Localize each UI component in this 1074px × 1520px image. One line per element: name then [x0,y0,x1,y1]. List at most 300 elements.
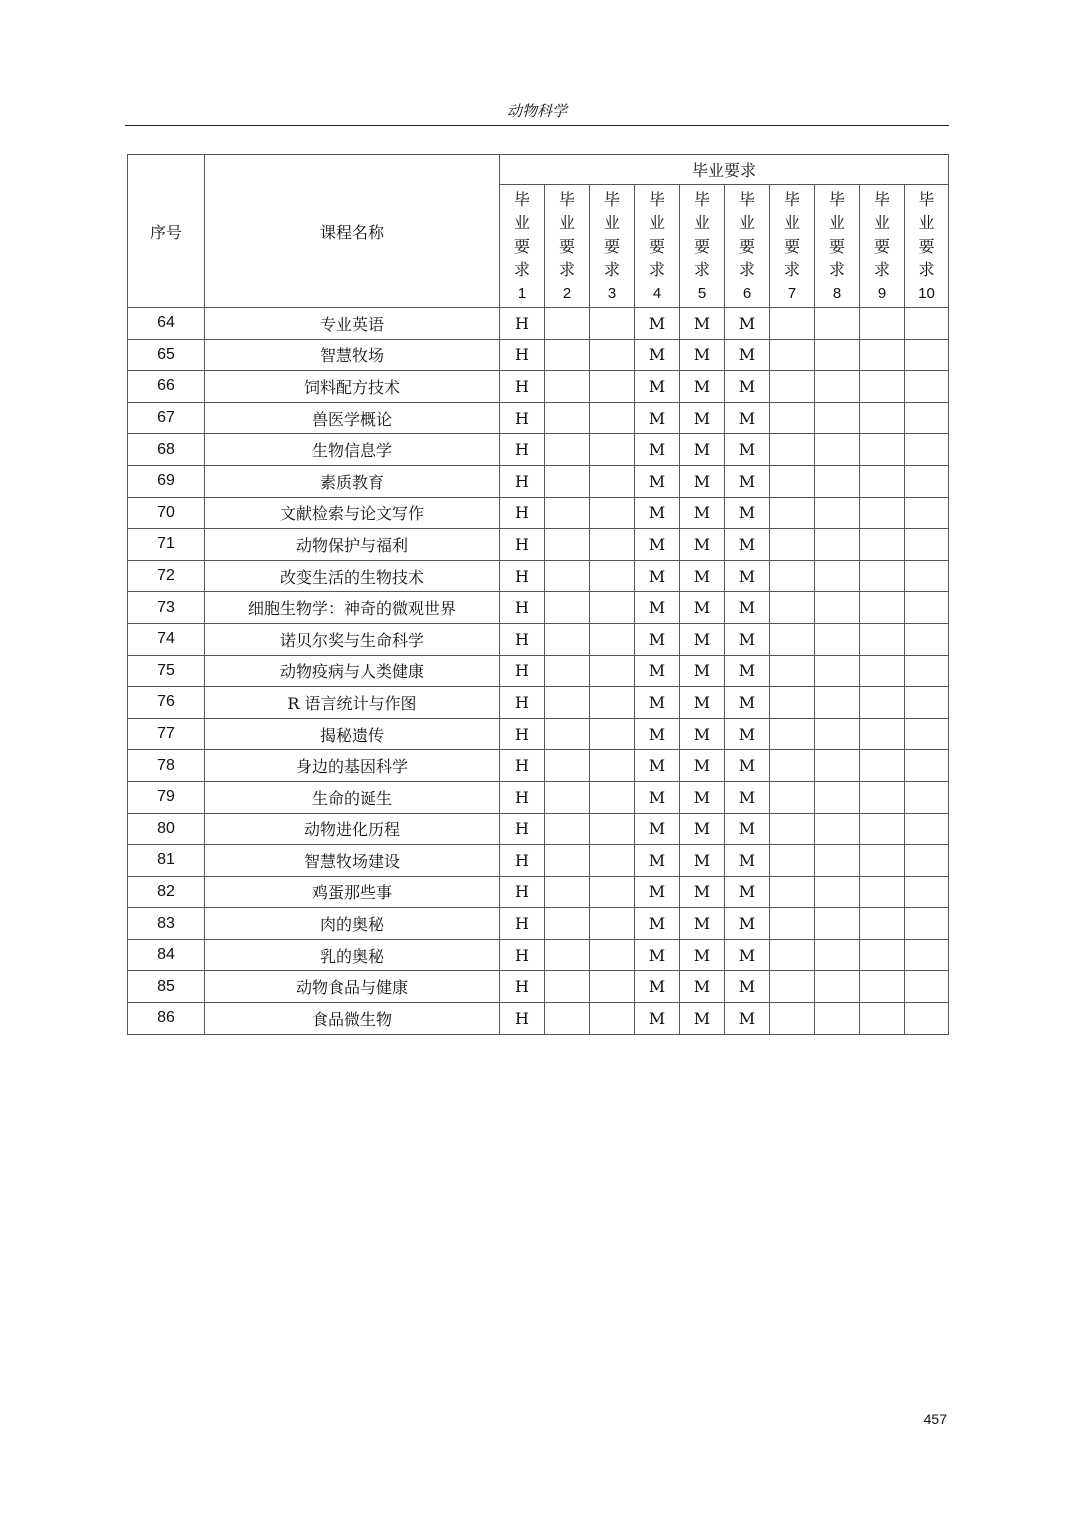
requirement-header-label: 毕业要求 [738,189,755,279]
requirement-mark-6: M [725,971,770,1003]
header-graduation-requirements: 毕业要求 [500,155,949,185]
course-name: 动物进化历程 [205,813,500,845]
requirement-mark-6: M [725,908,770,940]
row-number: 82 [128,876,205,908]
requirement-mark-4: M [635,655,680,687]
requirement-mark-7 [770,687,815,719]
requirement-header-label: 毕业要求 [828,189,845,279]
table-row [128,687,949,719]
row-number: 65 [128,339,205,371]
course-name: 身边的基因科学 [205,750,500,782]
requirement-mark-6: M [725,465,770,497]
requirement-mark-8 [815,655,860,687]
requirement-mark-9 [860,845,905,877]
requirement-header-8 [815,185,860,308]
requirement-mark-6: M [725,339,770,371]
requirement-mark-4: M [635,939,680,971]
row-number: 77 [128,718,205,750]
requirement-mark-7 [770,560,815,592]
requirement-mark-1: H [500,718,545,750]
page-number: 457 [923,1411,947,1427]
requirement-header-label: 毕业要求 [603,189,620,279]
requirement-mark-4: M [635,908,680,940]
requirement-mark-8 [815,371,860,403]
requirement-mark-5: M [680,655,725,687]
requirement-mark-3 [590,813,635,845]
requirement-mark-1: H [500,845,545,877]
requirement-mark-7 [770,781,815,813]
table-row [128,339,949,371]
requirement-mark-8 [815,623,860,655]
requirement-mark-10 [905,497,949,529]
requirement-mark-10 [905,939,949,971]
requirement-mark-9 [860,560,905,592]
requirement-mark-6: M [725,687,770,719]
requirement-mark-1: H [500,497,545,529]
requirement-mark-2 [545,402,590,434]
requirement-mark-9 [860,529,905,561]
requirement-mark-9 [860,371,905,403]
requirement-mark-3 [590,434,635,466]
row-number: 70 [128,497,205,529]
requirement-mark-10 [905,971,949,1003]
requirement-mark-5: M [680,971,725,1003]
course-name: 动物保护与福利 [205,529,500,561]
requirement-mark-9 [860,434,905,466]
requirement-mark-9 [860,592,905,624]
requirement-mark-8 [815,876,860,908]
row-number: 75 [128,655,205,687]
requirement-mark-4: M [635,560,680,592]
requirement-mark-1: H [500,876,545,908]
requirement-mark-3 [590,623,635,655]
requirement-mark-3 [590,339,635,371]
requirement-mark-4: M [635,592,680,624]
requirement-mark-3 [590,529,635,561]
requirement-mark-2 [545,1003,590,1035]
requirement-mark-8 [815,813,860,845]
requirement-header-5 [680,185,725,308]
row-number: 68 [128,434,205,466]
requirement-mark-5: M [680,402,725,434]
course-name: R 语言统计与作图 [205,687,500,719]
requirement-mark-1: H [500,592,545,624]
requirement-mark-10 [905,339,949,371]
requirement-mark-7 [770,813,815,845]
requirement-mark-4: M [635,623,680,655]
requirement-mark-7 [770,529,815,561]
requirement-mark-9 [860,308,905,340]
requirement-mark-6: M [725,592,770,624]
requirement-mark-3 [590,402,635,434]
row-number: 79 [128,781,205,813]
requirement-mark-3 [590,750,635,782]
requirement-header-number: 6 [742,284,752,302]
requirement-mark-7 [770,308,815,340]
table-row [128,560,949,592]
requirement-mark-6: M [725,371,770,403]
course-name: 诺贝尔奖与生命科学 [205,623,500,655]
requirement-mark-2 [545,592,590,624]
requirement-mark-8 [815,687,860,719]
requirement-mark-5: M [680,623,725,655]
requirement-mark-5: M [680,908,725,940]
requirement-mark-2 [545,781,590,813]
requirement-header-label: 毕业要求 [873,189,890,279]
requirement-mark-7 [770,592,815,624]
requirement-mark-3 [590,971,635,1003]
requirement-mark-2 [545,971,590,1003]
requirement-mark-5: M [680,529,725,561]
requirement-mark-9 [860,908,905,940]
requirement-mark-5: M [680,497,725,529]
requirement-mark-8 [815,908,860,940]
requirement-mark-5: M [680,845,725,877]
course-name: 鸡蛋那些事 [205,876,500,908]
requirement-mark-4: M [635,339,680,371]
table-row [128,434,949,466]
requirement-mark-1: H [500,339,545,371]
table-row [128,781,949,813]
row-number: 64 [128,308,205,340]
course-name: 动物疫病与人类健康 [205,655,500,687]
requirement-mark-3 [590,1003,635,1035]
requirement-mark-4: M [635,718,680,750]
requirement-mark-3 [590,560,635,592]
requirement-mark-1: H [500,687,545,719]
row-number: 80 [128,813,205,845]
requirement-mark-10 [905,718,949,750]
requirement-mark-9 [860,1003,905,1035]
requirement-mark-2 [545,465,590,497]
course-name: 素质教育 [205,465,500,497]
requirement-mark-5: M [680,592,725,624]
requirement-mark-1: H [500,402,545,434]
requirement-mark-3 [590,465,635,497]
table-row [128,529,949,561]
requirement-mark-8 [815,497,860,529]
requirement-header-number: 5 [697,284,707,302]
requirement-mark-2 [545,845,590,877]
course-name: 肉的奥秘 [205,908,500,940]
requirement-mark-4: M [635,1003,680,1035]
requirement-mark-7 [770,750,815,782]
table-row [128,876,949,908]
course-name: 乳的奥秘 [205,939,500,971]
requirement-mark-7 [770,845,815,877]
requirement-mark-8 [815,529,860,561]
requirement-mark-10 [905,655,949,687]
requirement-mark-9 [860,339,905,371]
requirement-mark-5: M [680,813,725,845]
requirement-mark-7 [770,718,815,750]
requirement-mark-8 [815,845,860,877]
requirement-mark-9 [860,465,905,497]
requirement-header-number: 4 [652,284,662,302]
requirement-header-number: 7 [787,284,797,302]
requirement-mark-6: M [725,845,770,877]
course-name: 动物食品与健康 [205,971,500,1003]
requirement-mark-10 [905,308,949,340]
requirement-mark-8 [815,718,860,750]
page-header-title: 动物科学 [506,102,567,120]
requirement-header-4 [635,185,680,308]
requirement-mark-2 [545,687,590,719]
requirement-mark-6: M [725,402,770,434]
table-row [128,497,949,529]
requirement-mark-1: H [500,908,545,940]
requirement-header-number: 1 [517,284,527,302]
course-name: 兽医学概论 [205,402,500,434]
requirement-header-label: 毕业要求 [693,189,710,279]
requirement-mark-5: M [680,781,725,813]
requirement-header-label: 毕业要求 [783,189,800,279]
table-body [128,308,949,1035]
requirement-mark-4: M [635,465,680,497]
requirement-mark-5: M [680,434,725,466]
requirement-mark-2 [545,434,590,466]
requirement-mark-6: M [725,623,770,655]
requirement-mark-8 [815,592,860,624]
course-name: 揭秘遗传 [205,718,500,750]
requirement-mark-9 [860,813,905,845]
requirement-mark-4: M [635,845,680,877]
requirement-mark-1: H [500,750,545,782]
requirement-mark-2 [545,529,590,561]
requirement-mark-7 [770,623,815,655]
requirement-mark-4: M [635,308,680,340]
requirement-mark-4: M [635,687,680,719]
requirement-mark-10 [905,750,949,782]
requirement-mark-6: M [725,655,770,687]
requirement-mark-2 [545,718,590,750]
table-row [128,1003,949,1035]
requirement-mark-7 [770,939,815,971]
requirement-header-number: 8 [832,284,842,302]
table-row [128,908,949,940]
requirement-header-10 [905,185,949,308]
requirement-mark-4: M [635,781,680,813]
requirement-header-number: 9 [877,284,887,302]
header-seq: 序号 [128,155,205,308]
requirement-mark-3 [590,781,635,813]
requirement-mark-2 [545,371,590,403]
requirement-header-number: 3 [607,284,617,302]
requirement-mark-2 [545,908,590,940]
requirement-mark-4: M [635,371,680,403]
requirement-mark-2 [545,560,590,592]
row-number: 74 [128,623,205,655]
requirement-mark-1: H [500,308,545,340]
requirement-mark-5: M [680,687,725,719]
requirement-mark-10 [905,623,949,655]
requirement-mark-3 [590,655,635,687]
requirement-mark-9 [860,750,905,782]
requirement-mark-3 [590,908,635,940]
requirement-mark-10 [905,908,949,940]
requirement-mark-10 [905,465,949,497]
requirement-mark-10 [905,687,949,719]
requirement-mark-5: M [680,876,725,908]
table-row [128,465,949,497]
requirement-mark-10 [905,434,949,466]
requirement-mark-9 [860,781,905,813]
requirement-mark-5: M [680,560,725,592]
requirement-mark-7 [770,908,815,940]
requirement-mark-6: M [725,308,770,340]
requirement-mark-5: M [680,308,725,340]
requirement-mark-2 [545,939,590,971]
requirement-mark-6: M [725,529,770,561]
requirement-mark-3 [590,939,635,971]
table-row [128,939,949,971]
requirement-mark-1: H [500,655,545,687]
requirement-header-label: 毕业要求 [648,189,665,279]
row-number: 86 [128,1003,205,1035]
requirement-header-2 [545,185,590,308]
requirement-mark-4: M [635,876,680,908]
requirement-mark-9 [860,497,905,529]
requirement-header-3 [590,185,635,308]
course-name: 细胞生物学：神奇的微观世界 [205,592,500,624]
requirement-mark-7 [770,339,815,371]
requirement-mark-10 [905,560,949,592]
requirement-mark-7 [770,1003,815,1035]
row-number: 69 [128,465,205,497]
requirement-header-7 [770,185,815,308]
requirement-mark-9 [860,971,905,1003]
requirement-mark-2 [545,876,590,908]
course-name: 智慧牧场 [205,339,500,371]
requirement-mark-3 [590,592,635,624]
requirement-mark-4: M [635,750,680,782]
requirement-mark-8 [815,750,860,782]
requirement-mark-1: H [500,781,545,813]
requirement-header-label: 毕业要求 [513,189,530,279]
requirement-mark-5: M [680,465,725,497]
requirement-header-number: 10 [918,284,935,302]
requirement-header-number: 2 [562,284,572,302]
table-row [128,845,949,877]
requirement-mark-4: M [635,497,680,529]
table-row [128,402,949,434]
course-name: 专业英语 [205,308,500,340]
requirement-mark-6: M [725,813,770,845]
requirement-mark-8 [815,339,860,371]
course-name: 饲料配方技术 [205,371,500,403]
requirement-mark-1: H [500,560,545,592]
requirement-mark-8 [815,434,860,466]
requirement-mark-6: M [725,781,770,813]
requirement-mark-8 [815,939,860,971]
requirement-mark-5: M [680,750,725,782]
table-row [128,813,949,845]
requirement-mark-6: M [725,434,770,466]
requirement-mark-8 [815,308,860,340]
row-number: 84 [128,939,205,971]
requirement-mark-1: H [500,371,545,403]
requirement-mark-1: H [500,939,545,971]
row-number: 78 [128,750,205,782]
course-name: 改变生活的生物技术 [205,560,500,592]
requirement-mark-10 [905,402,949,434]
requirement-mark-2 [545,655,590,687]
requirement-mark-6: M [725,497,770,529]
header-course-name: 课程名称 [205,155,500,308]
requirement-mark-5: M [680,1003,725,1035]
requirement-mark-10 [905,781,949,813]
requirement-mark-10 [905,876,949,908]
requirement-mark-4: M [635,813,680,845]
row-number: 81 [128,845,205,877]
requirement-mark-1: H [500,623,545,655]
requirement-header-label: 毕业要求 [918,189,935,279]
row-number: 67 [128,402,205,434]
requirement-mark-6: M [725,560,770,592]
requirement-mark-1: H [500,434,545,466]
course-name: 食品微生物 [205,1003,500,1035]
requirement-mark-2 [545,623,590,655]
requirement-mark-2 [545,750,590,782]
page-header [125,100,949,126]
requirement-mark-8 [815,971,860,1003]
requirement-mark-4: M [635,529,680,561]
table-row [128,655,949,687]
requirement-mark-1: H [500,971,545,1003]
requirement-mark-7 [770,971,815,1003]
requirement-mark-6: M [725,876,770,908]
requirement-header-9 [860,185,905,308]
requirement-mark-9 [860,687,905,719]
requirement-mark-5: M [680,339,725,371]
requirement-mark-8 [815,560,860,592]
requirement-mark-8 [815,781,860,813]
table-row [128,623,949,655]
requirement-mark-2 [545,339,590,371]
requirement-mark-3 [590,718,635,750]
table-row [128,718,949,750]
requirement-mark-10 [905,845,949,877]
row-number: 85 [128,971,205,1003]
requirement-mark-2 [545,497,590,529]
requirements-matrix-table [127,154,949,1035]
requirement-mark-7 [770,497,815,529]
requirement-header-1 [500,185,545,308]
requirement-header-label: 毕业要求 [558,189,575,279]
requirement-mark-6: M [725,718,770,750]
course-name: 文献检索与论文写作 [205,497,500,529]
requirement-mark-4: M [635,402,680,434]
requirement-mark-5: M [680,371,725,403]
row-number: 71 [128,529,205,561]
requirement-mark-1: H [500,813,545,845]
row-number: 66 [128,371,205,403]
requirement-mark-4: M [635,434,680,466]
requirement-mark-2 [545,308,590,340]
requirement-mark-1: H [500,465,545,497]
requirement-mark-7 [770,434,815,466]
requirement-mark-7 [770,876,815,908]
requirement-mark-5: M [680,939,725,971]
requirement-mark-7 [770,371,815,403]
course-name: 生物信息学 [205,434,500,466]
requirement-mark-10 [905,371,949,403]
course-name: 智慧牧场建设 [205,845,500,877]
row-number: 83 [128,908,205,940]
requirement-mark-8 [815,1003,860,1035]
row-number: 76 [128,687,205,719]
requirement-mark-7 [770,655,815,687]
